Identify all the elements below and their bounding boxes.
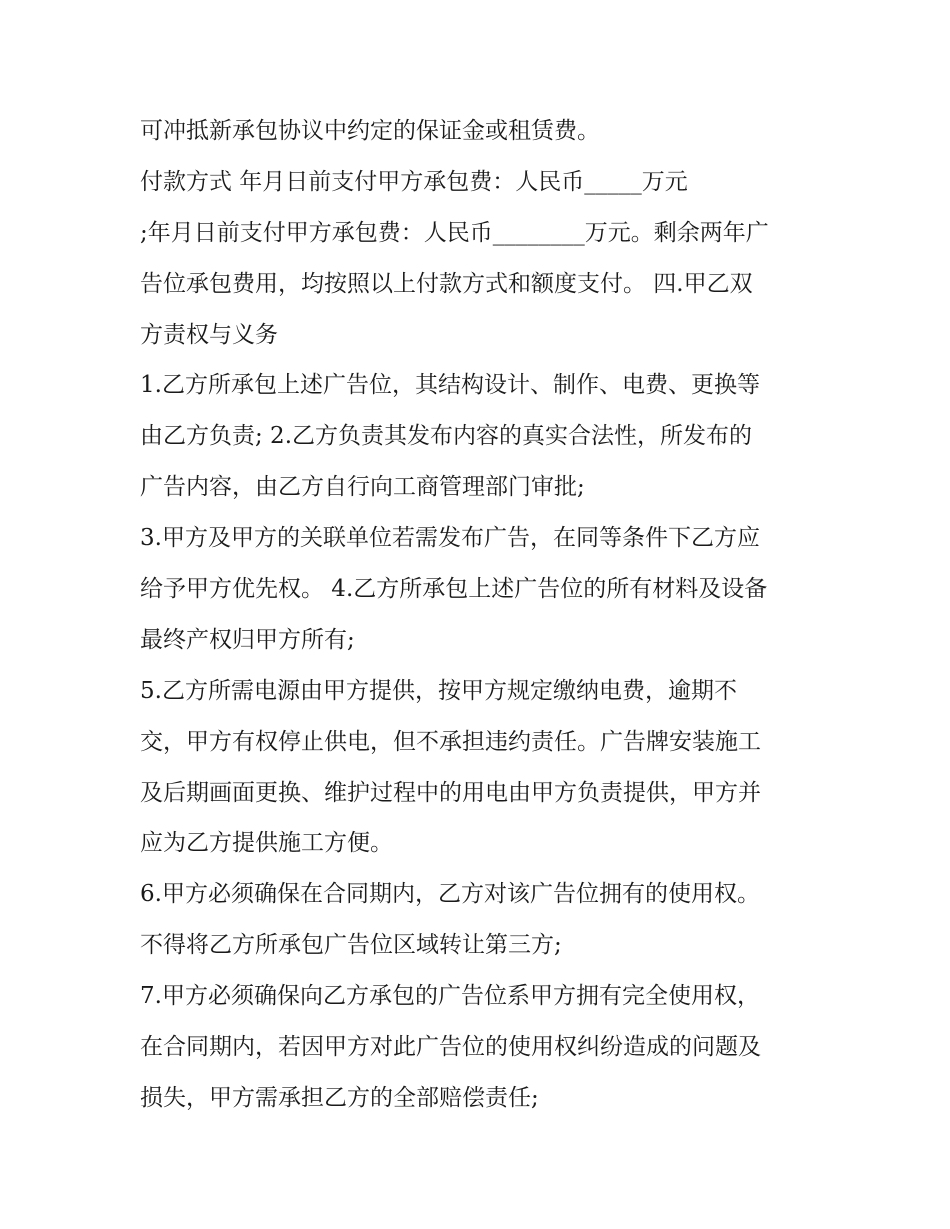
text-line: 可冲抵新承包协议中约定的保证金或租赁费。 bbox=[140, 118, 600, 144]
text-line: 不得将乙方所承包广告位区域转让第三方; bbox=[140, 932, 562, 959]
text-line: ;年月日前支付甲方承包费：人民币________万元。剩余两年广 bbox=[140, 219, 769, 246]
text-line: 付款方式 年月日前支付甲方承包费：人民币_____万元 bbox=[140, 168, 688, 195]
text-line: 及后期画面更换、维护过程中的用电由甲方负责提供，甲方并 bbox=[140, 779, 761, 806]
text-line: 最终产权归甲方所有; bbox=[140, 626, 355, 653]
text-line: 由乙方负责; 2.乙方负责其发布内容的真实合法性，所发布的 bbox=[140, 423, 753, 450]
text-line: 广告内容，由乙方自行向工商管理部门审批; bbox=[140, 474, 585, 501]
text-line: 6.甲方必须确保在合同期内，乙方对该广告位拥有的使用权。 bbox=[140, 881, 760, 908]
text-line: 7.甲方必须确保向乙方承包的广告位系甲方拥有完全使用权， bbox=[140, 983, 760, 1010]
text-line: 在合同期内，若因甲方对此广告位的使用权纠纷造成的问题及 bbox=[140, 1034, 761, 1061]
text-line: 方责权与义务 bbox=[140, 321, 278, 348]
text-line: 1.乙方所承包上述广告位，其结构设计、制作、电费、更换等 bbox=[140, 372, 760, 399]
text-line: 交，甲方有权停止供电，但不承担违约责任。广告牌安装施工 bbox=[140, 728, 761, 755]
text-line: 给予甲方优先权。 4.乙方所承包上述广告位的所有材料及设备 bbox=[140, 576, 768, 603]
text-line: 损失，甲方需承担乙方的全部赔偿责任; bbox=[140, 1084, 539, 1111]
text-line: 5.乙方所需电源由甲方提供，按甲方规定缴纳电费，逾期不 bbox=[140, 677, 737, 704]
text-line: 应为乙方提供施工方便。 bbox=[140, 830, 393, 857]
text-line: 3.甲方及甲方的关联单位若需发布广告，在同等条件下乙方应 bbox=[140, 525, 760, 552]
text-line: 告位承包费用，均按照以上付款方式和额度支付。 四.甲乙双 bbox=[140, 270, 753, 297]
document-body bbox=[140, 106, 820, 1124]
